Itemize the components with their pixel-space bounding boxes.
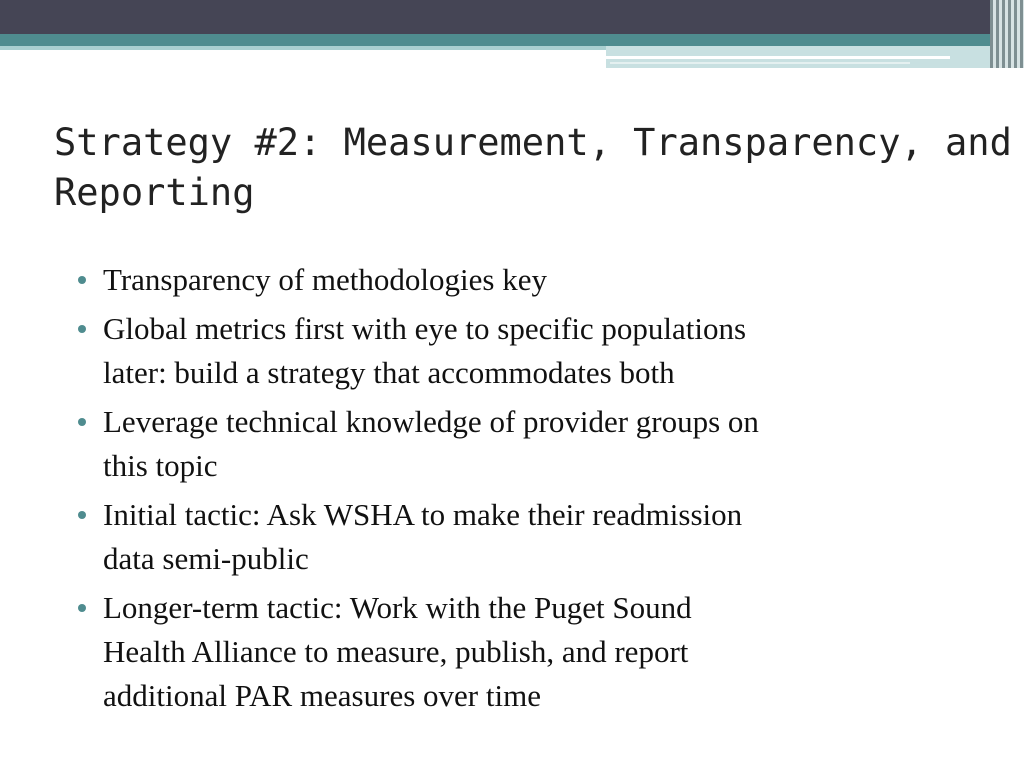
- bullet-text-continued: later: build a strategy that accommodates both: [103, 355, 675, 390]
- header-band-thin: [606, 56, 950, 59]
- bullet-dot-icon: [78, 511, 86, 519]
- bullet-text-continued: data semi-public: [103, 541, 309, 576]
- header-corner-stripes: [990, 0, 1024, 68]
- bullet-text-continued: Health Alliance to measure, publish, and report: [103, 634, 689, 669]
- bullet-text: Global metrics first with eye to specific populations: [103, 311, 747, 346]
- bullet-text: Transparency of methodologies key: [103, 262, 547, 297]
- bullet-item: [78, 400, 978, 488]
- bullet-text: Initial tactic: Ask WSHA to make their readmission: [103, 497, 743, 532]
- header-band-teal: [0, 34, 1024, 46]
- bullet-dot-icon: [78, 276, 86, 284]
- slide-title-line-1: Strategy #2: Measurement, Transparency, and: [54, 121, 1012, 164]
- bullet-dot-icon: [78, 604, 86, 612]
- header-band-light: [0, 46, 610, 50]
- bullet-item: [78, 307, 978, 395]
- bullet-text-continued: additional PAR measures over time: [103, 678, 541, 713]
- bullet-item: [78, 493, 978, 581]
- slide-title-line-2: Reporting: [54, 171, 255, 214]
- slide-title: [54, 118, 1014, 218]
- header-band-dark: [0, 0, 1024, 34]
- bullet-dot-icon: [78, 325, 86, 333]
- bullet-text: Leverage technical knowledge of provider groups on: [103, 404, 759, 439]
- bullet-list: [78, 258, 978, 723]
- bullet-item: [78, 586, 978, 718]
- bullet-item: [78, 258, 978, 302]
- header-band-thin: [610, 62, 910, 64]
- bullet-text: Longer-term tactic: Work with the Puget Sound: [103, 590, 692, 625]
- bullet-text-continued: this topic: [103, 448, 218, 483]
- bullet-dot-icon: [78, 418, 86, 426]
